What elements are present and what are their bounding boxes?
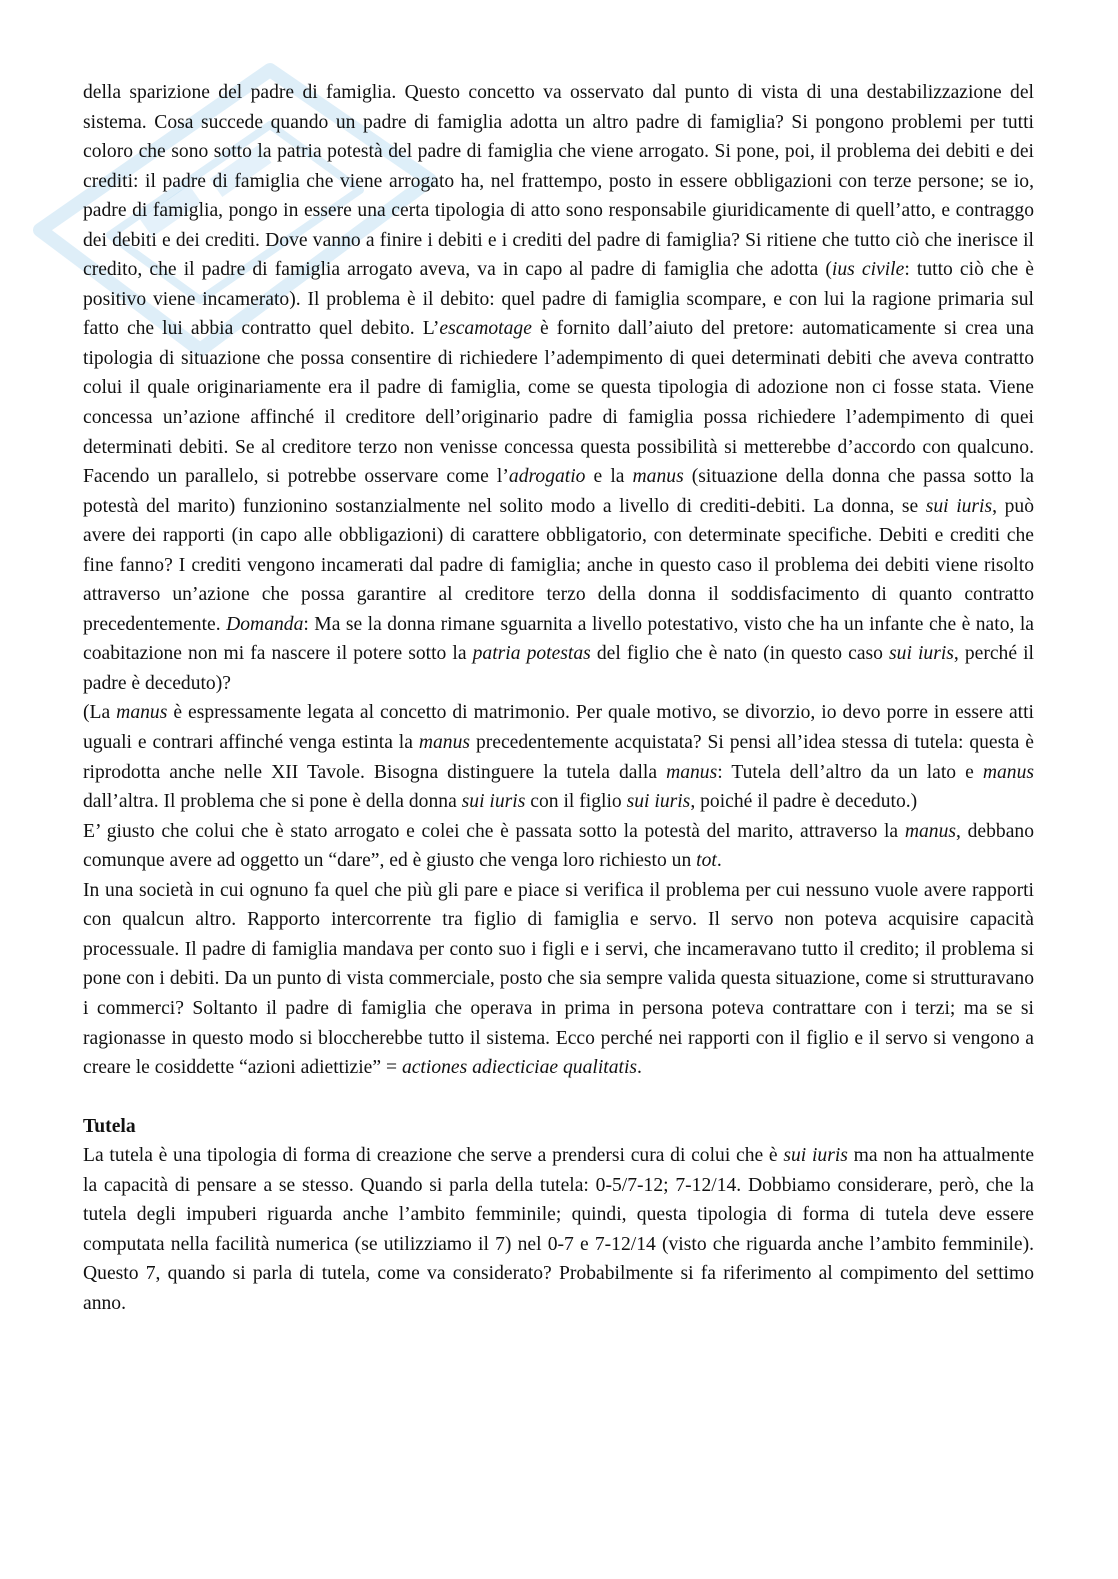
document-page [83, 78, 1034, 1318]
paragraph-1: della sparizione del padre di famiglia. Questo concetto va osservato dal punto di vista di una destabilizzazione del sistema. Cosa succede quando un padre di famiglia adotta un altro padre di famiglia? Si pongono problemi per tutti coloro che sono sotto la patria potestà del padre di famiglia che viene arrogato. Si pone, poi, il problema dei debiti e dei crediti: il padre di famiglia che viene arrogato ha, nel frattempo, posto in essere obbligazioni con terze persone; se io, padre di famiglia, pongo in essere una certa tipologia di atto sono responsabile giuridicamente di quell’atto, e contraggo dei debiti e dei crediti. Dove vanno a finire i debiti e i crediti del padre di famiglia? Si ritiene che tutto ciò che inerisce il credito, che il padre di famiglia arrogato aveva, va in capo al padre di famiglia che adotta (ius civile: tutto ciò che è positivo viene incamerato). Il problema è il debito: quel padre di famiglia scompare, e con lui la ragione primaria sul fatto che lui abbia contratto quel debito. L’escamotage è fornito dall’aiuto del pretore: automaticamente si crea una tipologia di situazione che possa consentire di richiedere l’adempimento di quei determinati debiti che aveva contratto colui il quale originariamente era il padre di famiglia, come se questa tipologia di adozione non ci fosse stata. Viene concessa un’azione affinché il creditore dell’originario padre di famiglia possa richiedere l’adempimento di quei determinati debiti. Se al creditore terzo non venisse concessa questa possibilità si metterebbe d’accordo con qualcuno. Facendo un parallelo, si potrebbe osservare come l’adrogatio e la manus (situazione della donna che passa sotto la potestà del marito) funzionino sostanzialmente nel solito modo a livello di crediti-debiti. La donna, se sui iuris, può avere dei rapporti (in capo alle obbligazioni) di carattere obbligatorio, con determinate specifiche. Debiti e crediti che fine fanno? I crediti vengono incamerati dal padre di famiglia; anche in questo caso il problema dei debiti viene risolto attraverso un’azione che possa garantire al creditore terzo della donna il soddisfacimento di quanto contratto precedentemente. Domanda: Ma se la donna rimane sguarnita a livello potestativo, visto che ha un infante che è nato, la coabitazione non mi fa nascere il potere sotto la patria potestas del figlio che è nato (in questo caso sui iuris, perché il padre è deceduto)? [83, 82, 1035, 694]
section-heading-tutela: Tutela [83, 1115, 136, 1137]
paragraph-5: La tutela è una tipologia di forma di creazione che serve a prendersi cura di colui che è sui iuris ma non ha attualmente la capacità di pensare a se stesso. Quando si parla della tutela: 0-5/7-12; 7-12/14. Dobbiamo considerare, però, che la tutela degli impuberi riguarda anche l’ambito femminile; quindi, questa tipologia di forma di tutela deve essere computata nella facilità numerica (se utilizziamo il 7) nel 0-7 e 7-12/14 (visto che riguarda anche l’ambito femminile). Questo 7, quando si parla di tutela, come va considerato? Probabilmente si fa riferimento al compimento del settimo anno. [83, 1145, 1035, 1314]
paragraph-2: (La manus è espressamente legata al concetto di matrimonio. Per quale motivo, se divorzio, io devo porre in essere atti uguali e contrari affinché venga estinta la manus precedentemente acquistata? Si pensi all’idea stessa di tutela: questa è riprodotta anche nelle XII Tavole. Bisogna distinguere la tutela dalla manus: Tutela dell’altro da un lato e manus dall’altra. Il problema che si pone è della donna sui iuris con il figlio sui iuris, poiché il padre è deceduto.) [83, 702, 1034, 813]
paragraph-4: In una società in cui ognuno fa quel che più gli pare e piace si verifica il problema per cui nessuno vuole avere rapporti con qualcun altro. Rapporto intercorrente tra figlio di famiglia e servo. Il servo non poteva acquisire capacità processuale. Il padre di famiglia mandava per conto suo i figli e i servi, che incameravano tutto il credito; il problema si pone con i debiti. Da un punto di vista commerciale, posto che sia sempre valida questa situazione, come si strutturavano i commerci? Soltanto il padre di famiglia che operava in prima in persona poteva contrattare con i terzi; ma se si ragionasse in questo modo si bloccherebbe tutto il sistema. Ecco perché nei rapporti con il figlio e il servo si vengono a creare le cosiddette “azioni adiettizie” = actiones adiecticiae qualitatis. [83, 879, 1034, 1079]
paragraph-3: E’ giusto che colui che è stato arrogato e colei che è passata sotto la potestà del marito, attraverso la manus, debbano comunque avere ad oggetto un “dare”, ed è giusto che venga loro richiesto un tot. [83, 820, 1034, 872]
